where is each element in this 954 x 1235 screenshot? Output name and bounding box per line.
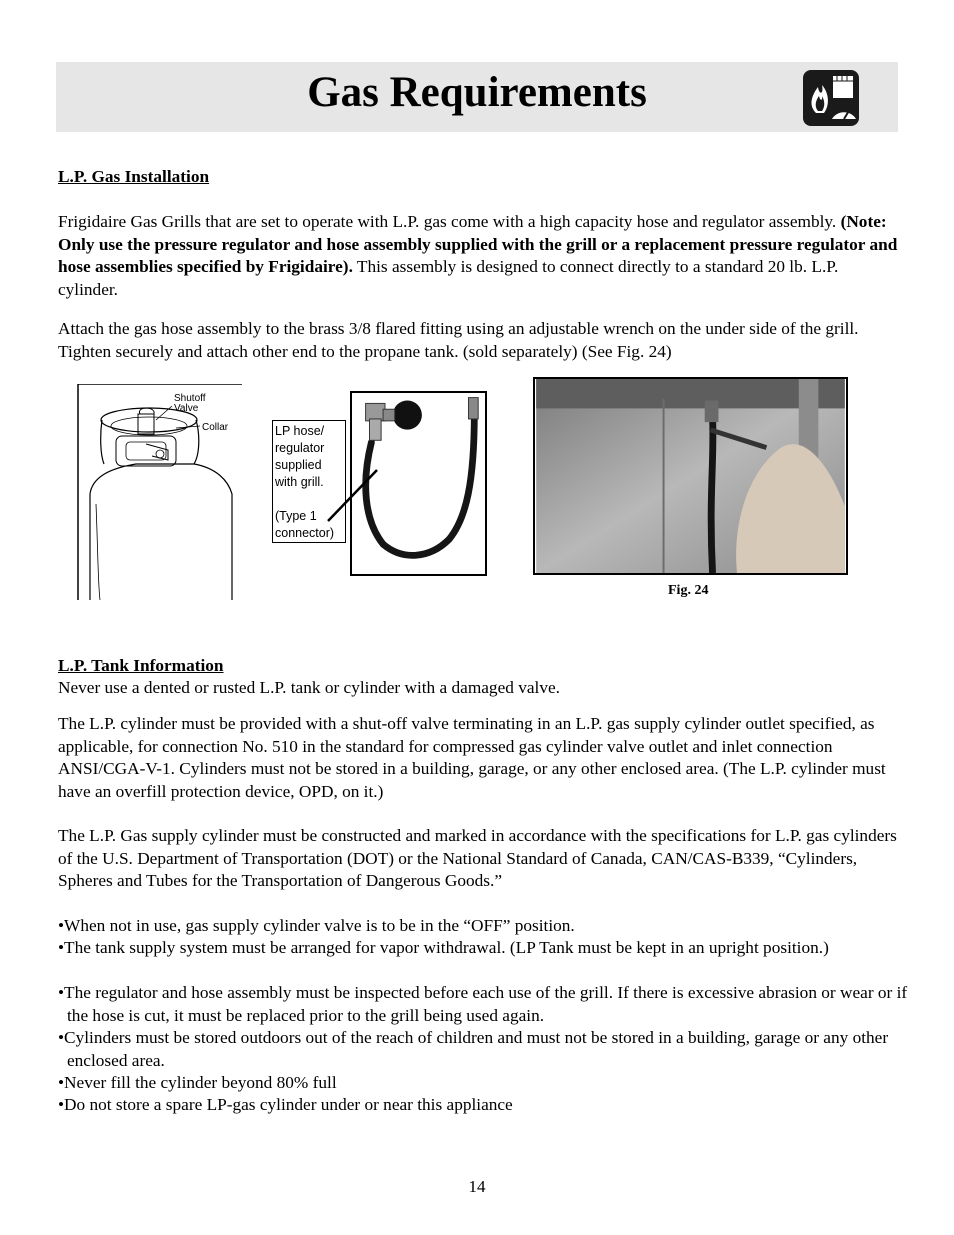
- installation-paragraph-1: [58, 211, 900, 301]
- lp-tank-illustration: [76, 384, 242, 600]
- tank-paragraph-2: The L.P. cylinder must be provided with a shut-off valve terminating in an L.P. gas supply cylinder outlet specified, as applicable, for connection No. 510 in the standard for compressed gas cylinder valve outlet and inlet connection ANSI/CGA-V-1. Cylinders must not be stored in a building, garage, or any other enclosed area. (The L.P. cylinder must have an overfill protection device, OPD, on it.): [58, 714, 886, 801]
- page-number: 14: [468, 1177, 486, 1196]
- paragraph-text: This assembly is designed to connect directly to a standard 20 lb. L.P. cylinder.: [58, 257, 839, 299]
- callout-line: with grill.: [275, 475, 324, 489]
- note-bold-text: (Note: Only use the pressure regulator and hose assembly supplied with the grill or a replacement pressure regulator and hose assemblies specified by Frigidaire).: [58, 212, 898, 276]
- callout-line: connector): [275, 526, 335, 540]
- bullet-item: •The tank supply system must be arranged for vapor withdrawal. (LP Tank must be kept in an upright position.): [58, 938, 829, 957]
- callout-line: supplied: [275, 458, 322, 472]
- installation-paragraph-2: Attach the gas hose assembly to the brass 3/8 flared fitting using an adjustable wrench on the under side of the grill. Tighten securely and attach other end to the propane tank. (sold separately) (See Fig. 24): [58, 319, 859, 361]
- callout-line: (Type 1: [275, 509, 317, 523]
- page-title: Gas Requirements: [307, 69, 647, 116]
- hose-callout-box: [272, 420, 346, 543]
- bullet-item: •Cylinders must be stored outdoors out of the reach of children and must not be stored in a building, garage or any other enclosed area.: [58, 1028, 889, 1070]
- callout-line: regulator: [275, 441, 325, 455]
- tank-paragraph-1: Never use a dented or rusted L.P. tank or cylinder with a damaged valve.: [58, 678, 560, 697]
- paragraph-text: Frigidaire Gas Grills that are set to operate with L.P. gas come with a high capacity hose and regulator assembly.: [58, 212, 841, 231]
- tank-label-shutoff: Shutoff: [174, 393, 206, 404]
- figure-caption: Fig. 24: [668, 583, 709, 598]
- bullet-item: •Never fill the cylinder beyond 80% full: [58, 1073, 337, 1092]
- section-heading-installation: L.P. Gas Installation: [58, 167, 210, 186]
- tank-paragraph-3: The L.P. Gas supply cylinder must be constructed and marked in accordance with the specifications for L.P. gas cylinders of the U.S. Department of Transportation (DOT) or the National Standard of Canada, CAN/CAS-B339, “Cylinders, Spheres and Tubes for the Transportation of Dangerous Goods.”: [58, 826, 897, 890]
- tank-label-valve: Valve: [174, 403, 199, 414]
- title-banner: [56, 62, 898, 132]
- bullet-item: •Do not store a spare LP-gas cylinder under or near this appliance: [58, 1095, 513, 1114]
- gas-flame-gauge-icon: [802, 69, 860, 127]
- callout-line: LP hose/: [275, 424, 325, 438]
- bullet-item: •The regulator and hose assembly must be inspected before each use of the grill. If there is excessive abrasion or wear or if the hose is cut, it must be replaced prior to the grill being used again.: [58, 983, 908, 1025]
- tank-label-collar: Collar: [202, 422, 229, 433]
- hose-regulator-photo: [350, 391, 487, 576]
- bullet-item: •When not in use, gas supply cylinder valve is to be in the “OFF” position.: [58, 916, 575, 935]
- grill-underside-photo: [533, 377, 848, 575]
- section-heading-tank-info: L.P. Tank Information: [58, 656, 224, 675]
